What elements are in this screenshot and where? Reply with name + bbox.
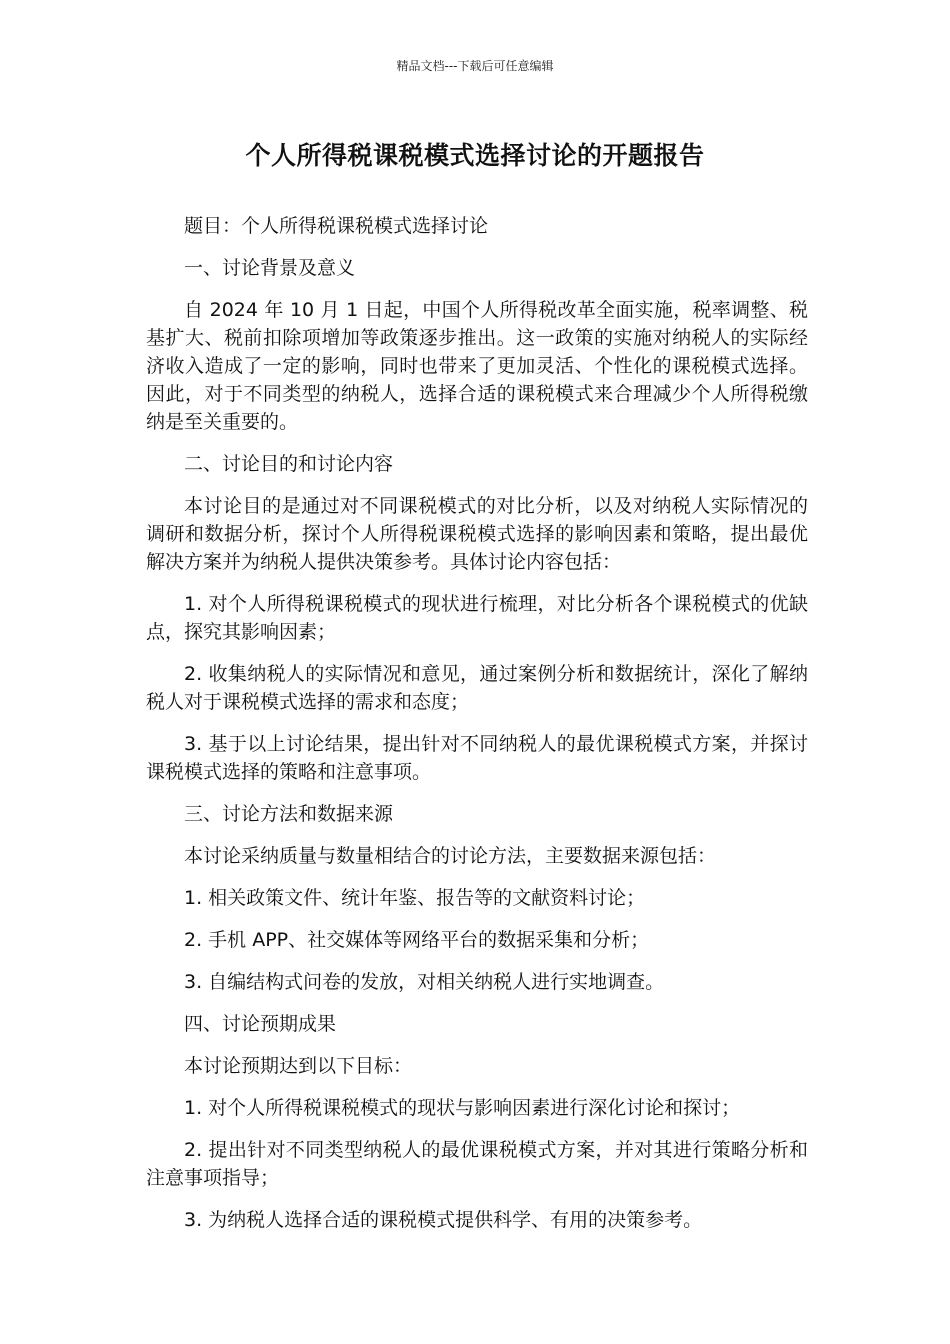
list-item: 1. 对个人所得税课税模式的现状与影响因素进行深化讨论和探讨； <box>184 1097 741 1119</box>
paragraph-methods: 本讨论采纳质量与数量相结合的讨论方法，主要数据来源包括： <box>184 845 717 867</box>
section-heading-background: 一、讨论背景及意义 <box>184 257 356 279</box>
list-item: 1. 对个人所得税课税模式的现状进行梳理，对比分析各个课税模式的优缺点，探究其影响因素； <box>146 593 808 643</box>
paragraph-outcomes: 本讨论预期达到以下目标： <box>184 1055 413 1077</box>
paragraph-purpose: 本讨论目的是通过对不同课税模式的对比分析，以及对纳税人实际情况的调研和数据分析，探讨个人所得税课税模式选择的影响因素和策略，提出最优解决方案并为纳税人提供决策参考。具体讨论内容包括： <box>146 495 808 573</box>
list-item: 2. 收集纳税人的实际情况和意见，通过案例分析和数据统计，深化了解纳税人对于课税模式选择的需求和态度； <box>146 663 808 713</box>
document-title: 个人所得税课税模式选择讨论的开题报告 <box>245 141 705 170</box>
paragraph-background: 自 2024 年 10 月 1 日起，中国个人所得税改革全面实施，税率调整、税基扩大、税前扣除项增加等政策逐步推出。这一政策的实施对纳税人的实际经济收入造成了一定的影响，同时也带来了更加灵活、个性化的课税模式选择。因此，对于不同类型的纳税人，选择合适的课税模式来合理减少个人所得税缴纳是至关重要的。 <box>146 299 808 433</box>
list-item: 3. 为纳税人选择合适的课税模式提供科学、有用的决策参考。 <box>184 1209 703 1231</box>
list-item: 1. 相关政策文件、统计年鉴、报告等的文献资料讨论； <box>184 887 646 909</box>
section-heading-outcomes: 四、讨论预期成果 <box>184 1013 337 1035</box>
topic-line: 题目：个人所得税课税模式选择讨论 <box>184 215 489 237</box>
list-item: 3. 基于以上讨论结果，提出针对不同纳税人的最优课税模式方案，并探讨课税模式选择的策略和注意事项。 <box>146 733 808 783</box>
list-item: 2. 手机 APP、社交媒体等网络平台的数据采集和分析； <box>184 929 650 951</box>
section-heading-purpose: 二、讨论目的和讨论内容 <box>184 453 394 475</box>
section-heading-methods: 三、讨论方法和数据来源 <box>184 803 394 825</box>
list-item: 3. 自编结构式问卷的发放，对相关纳税人进行实地调查。 <box>184 971 665 993</box>
list-item: 2. 提出针对不同类型纳税人的最优课税模式方案，并对其进行策略分析和注意事项指导； <box>146 1139 808 1189</box>
document-body <box>146 212 808 1248</box>
page-header: 精品文档---下载后可任意编辑 <box>396 59 554 73</box>
